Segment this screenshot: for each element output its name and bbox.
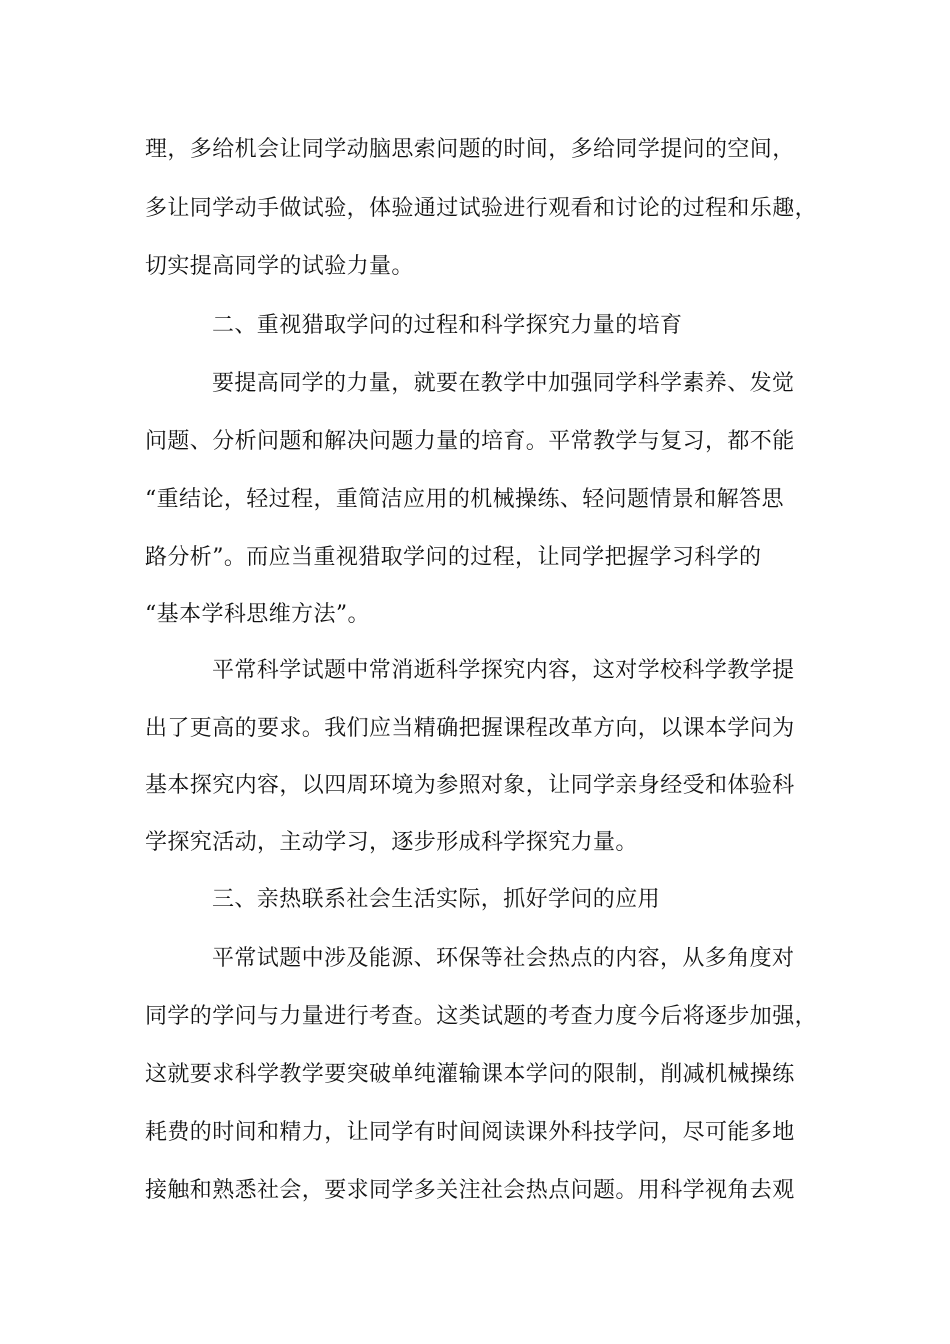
- section-heading: 三、亲热联系社会生活实际，抓好学问的应用: [212, 887, 661, 912]
- text-line: 耗费的时间和精力，让同学有时间阅读课外科技学问，尽可能多地: [145, 1120, 795, 1145]
- text-line: 多让同学动手做试验，体验通过试验进行观看和讨论的过程和乐趣，: [145, 196, 818, 221]
- text-line: 同学的学问与力量进行考查。这类试题的考查力度今后将逐步加强，: [145, 1004, 818, 1029]
- text-line: 理，多给机会让同学动脑思索问题的时间，多给同学提问的空间，: [145, 137, 795, 162]
- text-line: 路分析”。而应当重视猎取学问的过程，让同学把握学习科学的: [145, 545, 762, 570]
- text-line: 问题、分析问题和解决问题力量的培育。平常教学与复习，都不能: [145, 429, 795, 454]
- text-line: 基本探究内容，以四周环境为参照对象，让同学亲身经受和体验科: [145, 773, 795, 798]
- text-line: 出了更高的要求。我们应当精确把握课程改革方向，以课本学问为: [145, 716, 795, 741]
- text-line: 学探究活动，主动学习，逐步形成科学探究力量。: [145, 830, 638, 855]
- text-line: 切实提高同学的试验力量。: [145, 254, 414, 279]
- text-line: 平常试题中涉及能源、环保等社会热点的内容，从多角度对: [212, 946, 795, 971]
- text-line: 接触和熟悉社会，要求同学多关注社会热点问题。用科学视角去观: [145, 1178, 795, 1203]
- section-heading: 二、重视猎取学问的过程和科学探究力量的培育: [212, 313, 683, 338]
- text-line: 要提高同学的力量，就要在教学中加强同学科学素养、发觉: [212, 371, 795, 396]
- text-line: “重结论，轻过程，重简洁应用的机械操练、轻问题情景和解答思: [145, 487, 784, 512]
- text-line: “基本学科思维方法”。: [145, 602, 370, 627]
- text-line: 平常科学试题中常消逝科学探究内容，这对学校科学教学提: [212, 658, 795, 683]
- text-line: 这就要求科学教学要突破单纯灌输课本学问的限制，削减机械操练: [145, 1062, 795, 1087]
